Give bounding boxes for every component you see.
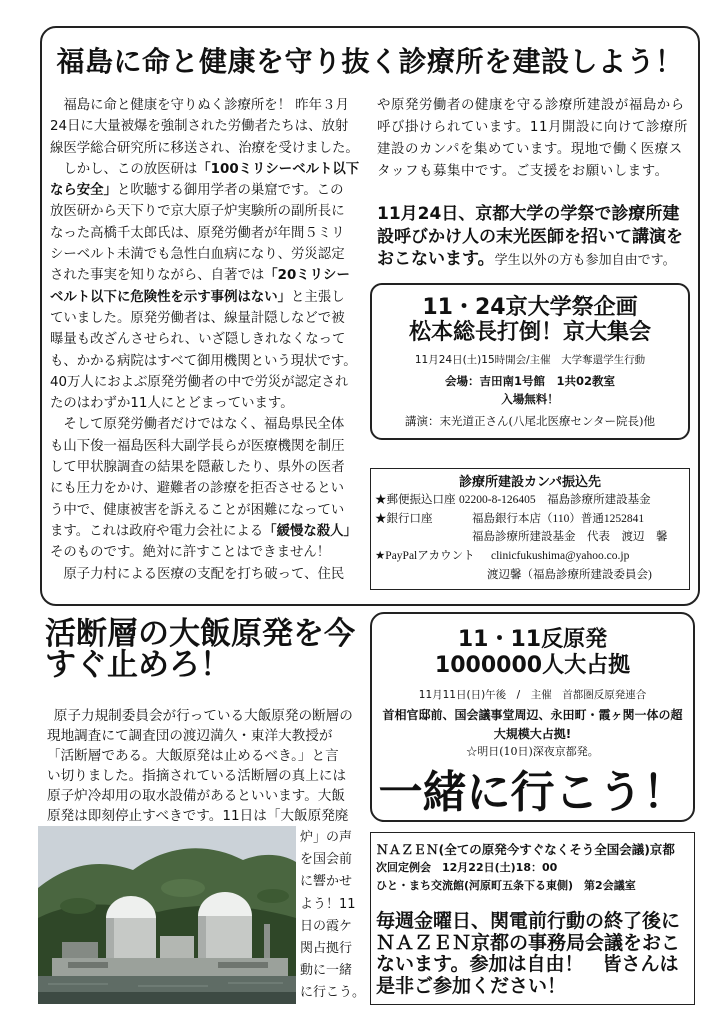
anti-nuke-event-location: 首相官邸前、国会議事堂周辺、永田町・霞ヶ関一体の超 <box>382 708 683 722</box>
article-text: と吹聴する御用学者の巣窟です。この <box>116 183 344 199</box>
bank-account-holder: 福島診療所建設基金 代表 渡辺 馨 <box>472 531 668 543</box>
article-text: された事実を知りながら、自著では <box>50 268 265 284</box>
article-line <box>50 180 362 201</box>
paypal-account-holder-row <box>375 566 685 585</box>
kyodai-event-box <box>370 283 690 440</box>
article-line: や原発労働者の健康を守る診療所建設が福島から <box>377 98 685 113</box>
bank-account-value: 福島銀行本店（110）普通1252841 <box>472 513 645 525</box>
kyodai-event-title-2: 松本総長打倒！京大集会 <box>408 320 651 345</box>
article-line: 関占拠行 <box>300 941 353 957</box>
quoted-claim: 「20ミリシー <box>264 268 350 284</box>
bank-account-row <box>375 510 685 529</box>
quoted-claim: ベルト以下に危険性を示す事例はない」 <box>50 289 292 305</box>
nazen-notice <box>376 911 680 997</box>
announcement-line: 設呼びかけ人の末光医師を招いて講演を <box>377 226 683 247</box>
oi-title-line: すぐ止めろ！ <box>45 647 231 683</box>
nazen-name: ＮＡＺＥＮ(全ての原発今すぐなくそう全国会議)京都 <box>376 842 675 857</box>
anti-nuke-event-call: 一緒に行こう！ <box>378 767 687 818</box>
oi-nuclear-plant-photo <box>38 826 296 1004</box>
kyodai-event-venue: 会場：吉田南1号館 1共02教室 <box>444 374 615 388</box>
article-line <box>50 265 362 286</box>
quoted-claim: 「緩慢な殺人」 <box>263 523 357 539</box>
article-line: ていました。原発労働者は、線量計隠しなどで被 <box>50 310 345 326</box>
postal-account-value: 02200-8-126405 福島診療所建設基金 <box>459 494 651 506</box>
photo-reactor-2-base <box>198 916 252 964</box>
article-line: も、かかる病院はすべて御用機関という現状です。 <box>50 353 357 369</box>
kyodai-event-speaker: 講演：末光道正さん(八尾北医療センター院長)他 <box>404 414 655 428</box>
article-line: 曝量も改ざんさせられ、いざ隠しきれなくなって <box>50 332 346 348</box>
nazen-info-box <box>370 832 695 1005</box>
bank-account-label: ★銀行口座 <box>375 513 433 525</box>
postal-account-label: ★郵便振込口座 <box>375 494 456 506</box>
announcement-note: 学生以外の方も参加自由です。 <box>494 253 676 268</box>
article-line: 放医研から天下りで京大原子炉実験所の副所長に <box>50 204 345 220</box>
article-line: シーベルト未満でも急性白血病になり、労災認定 <box>50 247 345 263</box>
clinic-article-title: 福島に命と健康を守り抜く診療所を建設しよう！ <box>56 45 684 78</box>
article-line: を国会前 <box>300 852 353 868</box>
article-line: 原子力規制委員会が行っている大飯原発の断層の <box>53 708 353 724</box>
anti-nuke-event-datetime: 11月11日(日)午後 / 主催 首都圏反原発連合 <box>418 689 647 701</box>
article-line: たのはわずか11人にとどまっています。 <box>50 396 294 412</box>
paypal-account-label: ★PayPalアカウント <box>375 550 475 562</box>
paypal-account-row <box>375 547 685 566</box>
nazen-notice-line: ないます。参加は自由！ 皆さんは <box>376 953 679 975</box>
article-line: して甲状腺調査の結果を隠蔽したり、県外の医者 <box>50 460 345 476</box>
article-line: 動に一緒 <box>300 963 353 979</box>
anti-nuke-event-title-1: 11・11反原発 <box>457 627 608 652</box>
article-text: しかし、この放医研は <box>63 161 198 177</box>
article-line: い切りました。指摘されている活断層の真上には <box>47 768 347 784</box>
article-line: よう！11 <box>300 896 356 912</box>
article-line: 福島に命と健康を守りぬく診療所を！ 昨年３月 <box>63 98 349 113</box>
announcement-bold: おこないます。 <box>377 249 495 269</box>
article-line: う中で、健康被害を訴えることが困難になってい <box>50 502 345 518</box>
postal-account-row <box>375 491 685 510</box>
article-line: にも圧力をかけ、避難者の診療を拒否させるとい <box>50 481 345 497</box>
article-line: 原子力村による医療の支配を打ち破って、住民 <box>63 566 345 582</box>
anti-nuke-event-location-2: 大規模大占拠! <box>493 727 572 741</box>
article-line: に響かせ <box>300 874 353 890</box>
quoted-claim: 「100ミリシーベルト以下 <box>197 161 360 177</box>
anti-nuke-event-title-2: 1000000人大占拠 <box>434 653 631 678</box>
oi-article-side-column <box>300 827 368 1005</box>
article-line: 「活断層である。大飯原発は止めるべき。」と言 <box>47 748 339 764</box>
clinic-article-column-1 <box>50 95 362 585</box>
oi-title-line: 活断層の大飯原発を今 <box>45 616 355 652</box>
oi-article-title <box>45 616 365 683</box>
article-line: 炉」の声 <box>300 830 353 845</box>
paypal-account-value: clinicfukushima@yahoo.co.jp <box>491 550 630 562</box>
nazen-meeting-venue: ひと・まち交流館(河原町五条下る東側) 第2会議室 <box>376 879 636 892</box>
kyodai-event-title-1: 11・24京大学祭企画 <box>422 295 638 320</box>
article-line <box>50 159 362 180</box>
article-line: 原子炉冷却用の取水設備があるといいます。大飯 <box>47 788 345 804</box>
article-line: タッフも募集中です。ご支援をお願いします。 <box>377 164 669 179</box>
anti-nuke-event-departure: ☆明日(10日)深夜京都発。 <box>466 745 599 758</box>
clinic-article-column-2 <box>377 95 692 183</box>
article-line: 24日に大量被爆を強制された労働者たちは、放射 <box>50 119 349 135</box>
donation-info-box <box>370 468 690 590</box>
lecture-announcement <box>377 203 692 273</box>
quoted-claim: なら安全」 <box>50 183 117 199</box>
article-line <box>50 521 362 542</box>
article-text: と主張し <box>291 289 345 305</box>
article-line: 建設のカンパを集めています。現地で働く医療ス <box>377 142 683 157</box>
nazen-notice-line: 是非ご参加ください！ <box>376 974 567 997</box>
nazen-notice-line: 毎週金曜日、関電前行動の終了後に <box>376 910 681 932</box>
announcement-line <box>377 248 692 273</box>
photo-foreground <box>38 992 296 1004</box>
anti-nuke-event-box <box>370 612 695 822</box>
nazen-next-meeting: 次回定例会 12月22日(土)18：00 <box>376 861 558 874</box>
article-line: も山下俊一福島医科大副学長らが医療機関を制圧 <box>50 438 345 454</box>
article-line: そして原発労働者だけではなく、福島県民全体 <box>63 417 345 433</box>
article-line: 現地調査にて調査団の渡辺満久・東洋大教授が <box>47 728 333 744</box>
article-text: ます。これは政府や電力会社による <box>50 523 264 539</box>
kyodai-event-datetime: 11月24日(土)15時開会/主催 大学奪還学生行動 <box>414 354 646 366</box>
article-line <box>50 287 362 308</box>
donation-title: 診療所建設カンパ振込先 <box>458 475 602 490</box>
article-line: に行こう。 <box>300 985 366 1001</box>
nazen-notice-line: ＮＡＺＥＮ京都の事務局会議をおこ <box>376 931 681 954</box>
article-line: 線医学総合研究所に移送され、治療を受けました。 <box>50 140 359 156</box>
announcement-line: 11月24日、京都大学の学祭で診療所建 <box>377 204 680 224</box>
article-line: なった高橋千太郎氏は、原発労働者が年間５ミリ <box>50 225 345 241</box>
article-line: 40万人におよぶ原発労働者の中で労災が認定され <box>50 374 349 390</box>
article-line: そのものです。絶対に許すことはできません！ <box>50 545 331 561</box>
bank-account-holder-row <box>375 528 685 547</box>
paypal-account-holder: 渡辺馨（福島診療所建設委員会) <box>487 569 652 581</box>
oi-article-body <box>47 706 365 826</box>
kyodai-event-admission: 入場無料！ <box>501 392 559 406</box>
article-line: 呼び掛けられています。11月開設に向けて診療所 <box>377 120 688 135</box>
article-line: 原発は即刻停止すべきです。11日は「大飯原発廃 <box>47 808 349 824</box>
article-line: 日の霞ケ <box>300 918 353 934</box>
